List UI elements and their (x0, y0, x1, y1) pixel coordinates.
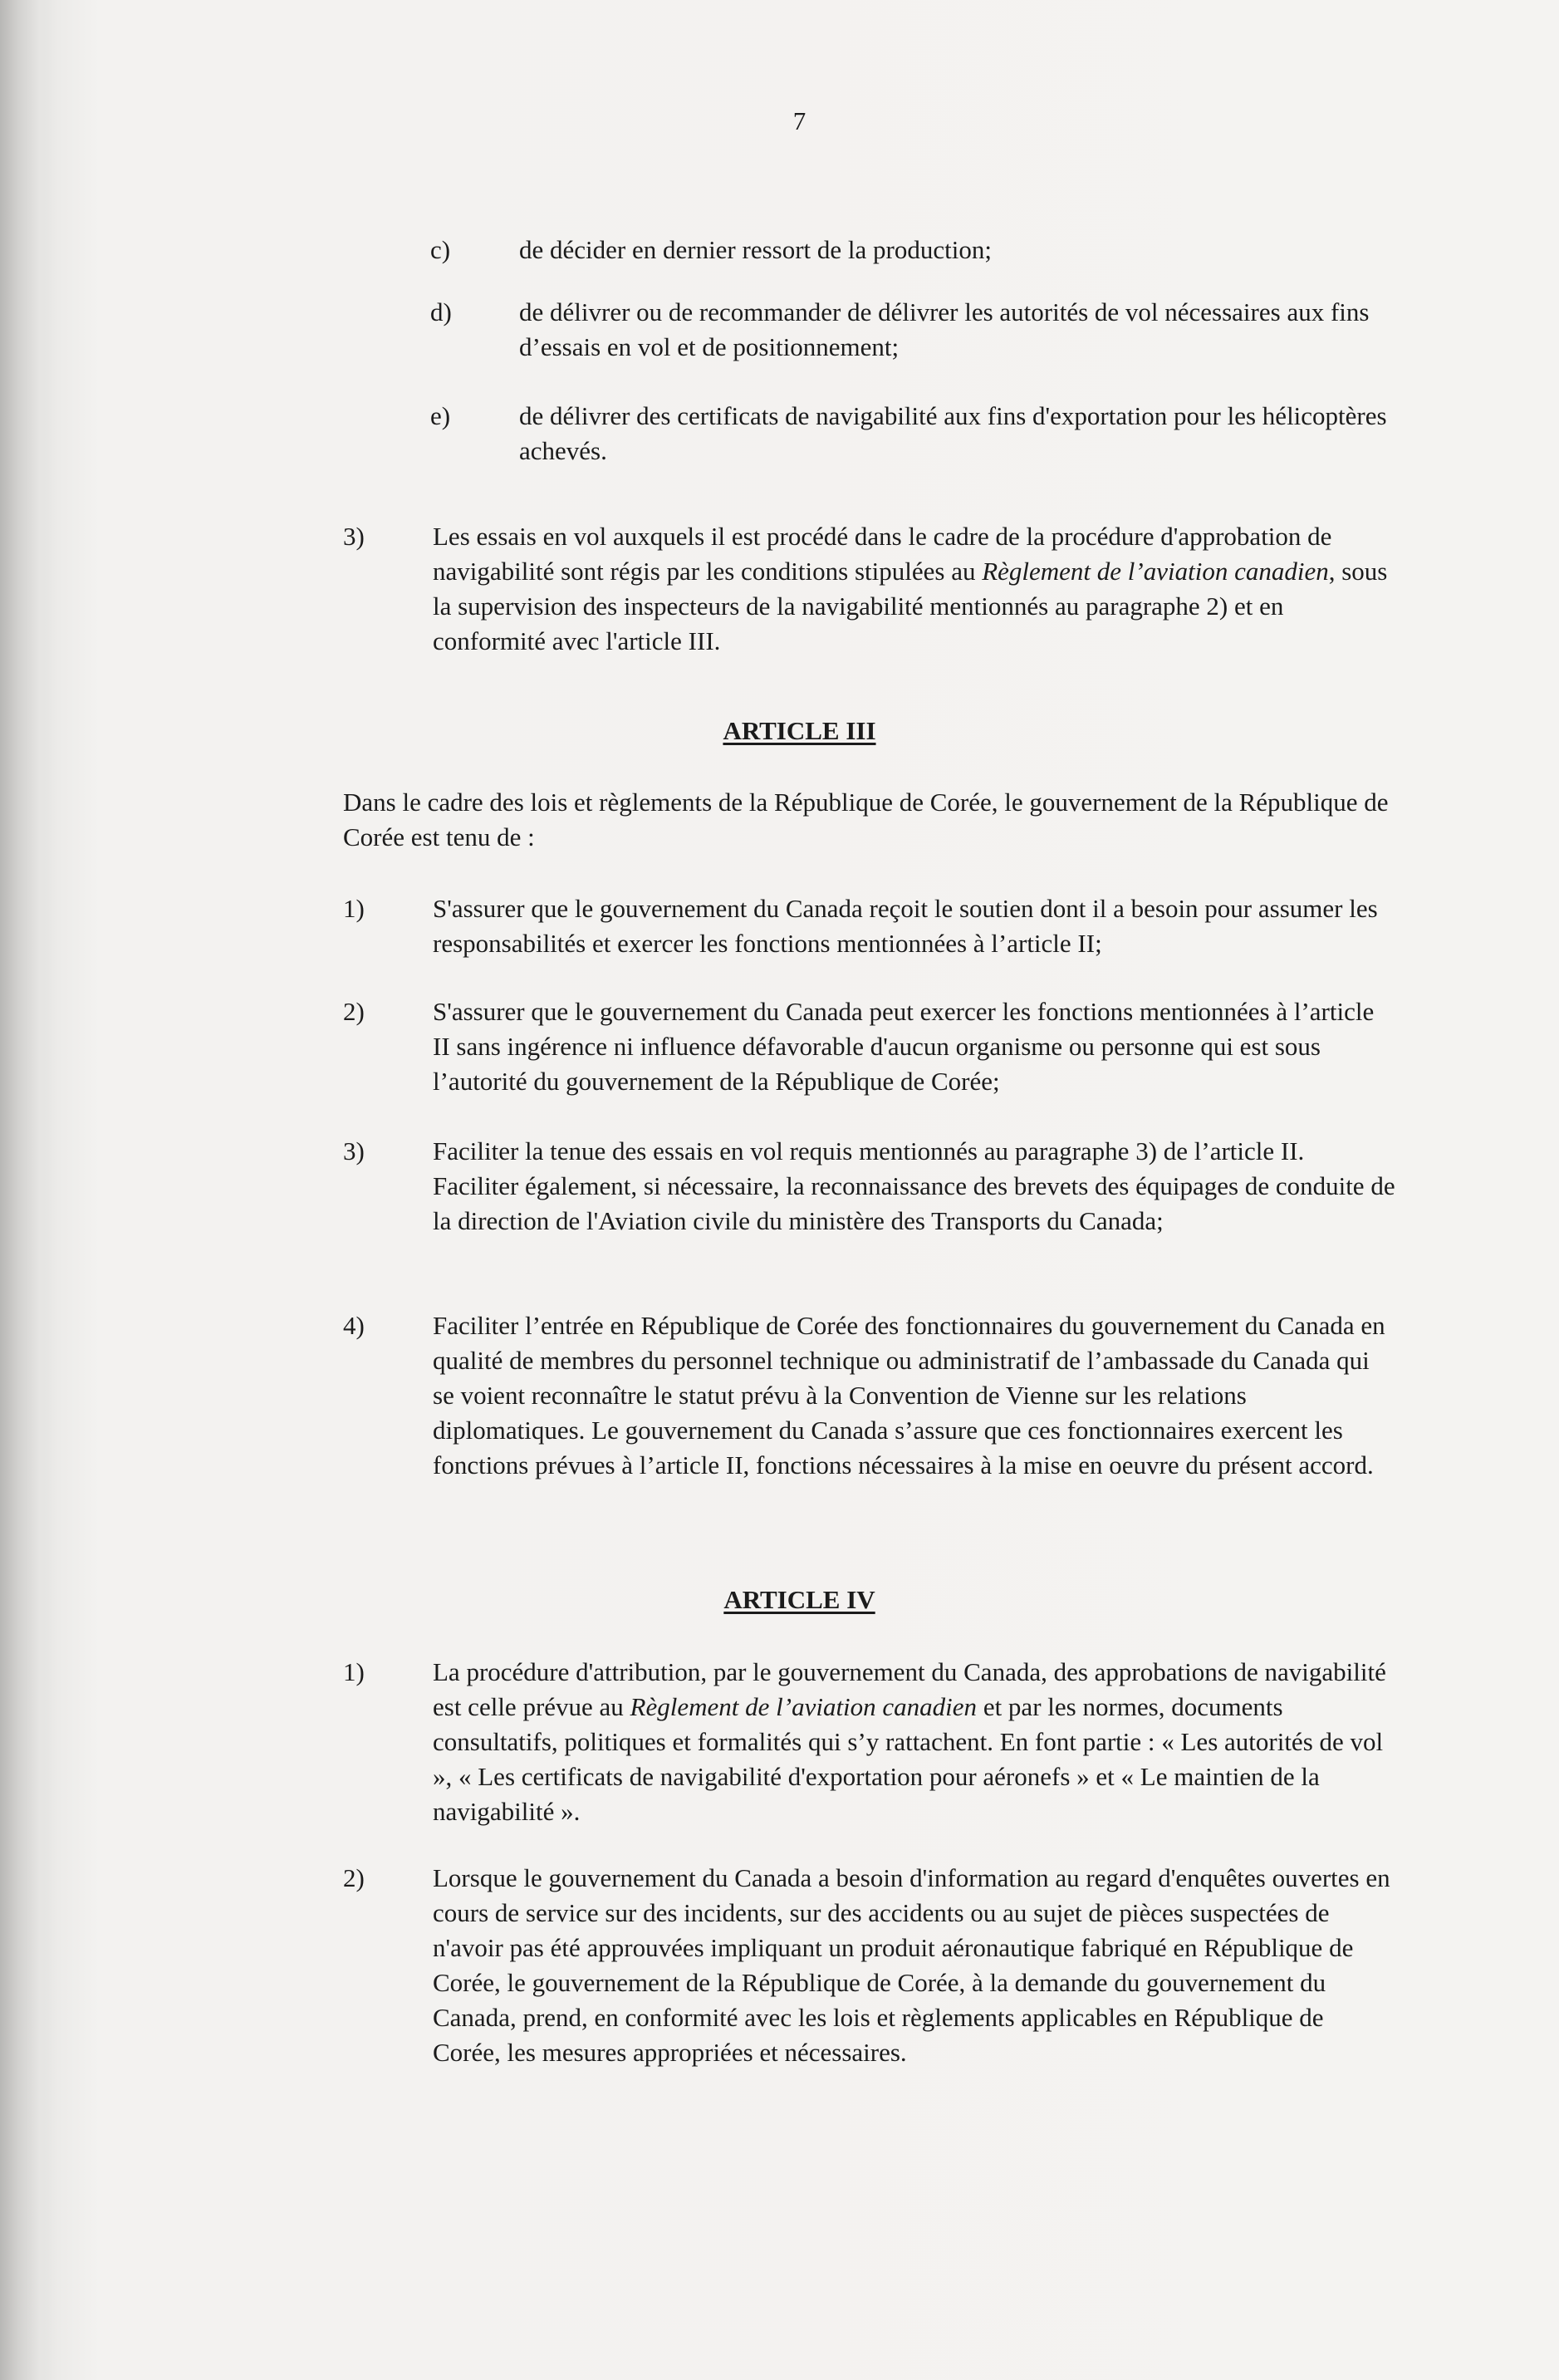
paragraph-label: 3) (343, 522, 365, 551)
list-item-text: de délivrer ou de recommander de délivrer les autorités de vol nécessaires aux fins d’essais en vol et de positionnement; (519, 297, 1370, 361)
paragraph-label: 2) (343, 1863, 365, 1892)
paragraph-label: 4) (343, 1311, 365, 1340)
paragraph-label: 1) (343, 1657, 365, 1686)
paragraph-text-part: et par les normes, documents consultatifs, politiques et formalités qui s’y rattachent. En font partie : « Les autorités de vol », « Les certificats de navigabilité d'exportation pour aéronefs » et « Le maintien de la navigabilité ». (433, 1692, 1384, 1826)
paragraph-text: Faciliter la tenue des essais en vol requis mentionnés au paragraphe 3) de l’article II. Faciliter également, si nécessaire, la reconnaissance des brevets des équipages de conduite de la direction de l'Aviation civile du ministère des Transports du Canada; (433, 1136, 1395, 1235)
reverse-side-bleed-through (212, 320, 218, 353)
article-4-heading: ARTICLE IV (723, 1585, 875, 1614)
list-item-label: d) (430, 297, 452, 326)
paragraph-text (433, 1655, 1396, 1829)
paragraph-label: 3) (343, 1136, 365, 1165)
list-item-label: e) (430, 401, 451, 430)
paragraph-text: Faciliter l’entrée en République de Corée des fonctionnaires du gouvernement du Canada en qualité de membres du personnel technique ou administratif de l’ambassade du Canada qui se voient reconnaître le statut prévu à la Convention de Vienne sur les relations diplomatiques. Le gouvernement du Canada s’assure que ces fonctionnaires exercent les fonctions prévues à l’article II, fonctions nécessaires à la mise en oeuvre du présent accord. (433, 1311, 1385, 1480)
page-binding-shadow (0, 0, 51, 2380)
regulation-title-italic: Règlement de l’aviation canadien (630, 1692, 978, 1721)
paragraph-text-part: Les essais en vol auxquels il est procédé dans le cadre de la procédure d'approbation de navigabilité sont régis par les conditions stipulées au (433, 522, 1332, 586)
list-item-text: de délivrer des certificats de navigabilité aux fins d'exportation pour les hélicoptères achevés. (519, 401, 1387, 465)
list-item-label: c) (430, 235, 451, 264)
paragraph-text (433, 519, 1400, 659)
page-number: 7 (792, 106, 806, 135)
paragraph-label: 2) (343, 997, 365, 1026)
article-3-heading: ARTICLE III (723, 716, 876, 745)
list-item-text: de décider en dernier ressort de la production; (519, 235, 992, 264)
paragraph-text-part: La procédure d'attribution, par le gouvernement du Canada, des approbations de navigabilité est celle prévue au (433, 1657, 1386, 1721)
paragraph-text-part: , sous la supervision des inspecteurs de la navigabilité mentionnés au paragraphe 2) et en conformité avec l'article III. (433, 557, 1388, 655)
regulation-title-italic: Règlement de l’aviation canadien (982, 557, 1329, 586)
paragraph-label: 1) (343, 894, 365, 923)
article-3-intro: Dans le cadre des lois et règlements de la République de Corée, le gouvernement de la République de Corée est tenu de : (343, 788, 1389, 851)
paragraph-text: S'assurer que le gouvernement du Canada peut exercer les fonctions mentionnées à l’article II sans ingérence ni influence défavorable d'aucun organisme ou personne qui est sous l’autorité du gouvernement de la République de Corée; (433, 997, 1375, 1096)
paragraph-text: Lorsque le gouvernement du Canada a besoin d'information au regard d'enquêtes ouvertes en cours de service sur des incidents, sur des accidents ou au sujet de pièces suspectées de n'avoir pas été approuvées impliquant un produit aéronautique fabriqué en République de Corée, le gouvernement de la République de Corée, à la demande du gouvernement du Canada, prend, en conformité avec les lois et règlements applicables en République de Corée, les mesures appropriées et nécessaires. (433, 1863, 1390, 2067)
paragraph-text: S'assurer que le gouvernement du Canada reçoit le soutien dont il a besoin pour assumer les responsabilités et exercer les fonctions mentionnées à l’article II; (433, 894, 1378, 958)
